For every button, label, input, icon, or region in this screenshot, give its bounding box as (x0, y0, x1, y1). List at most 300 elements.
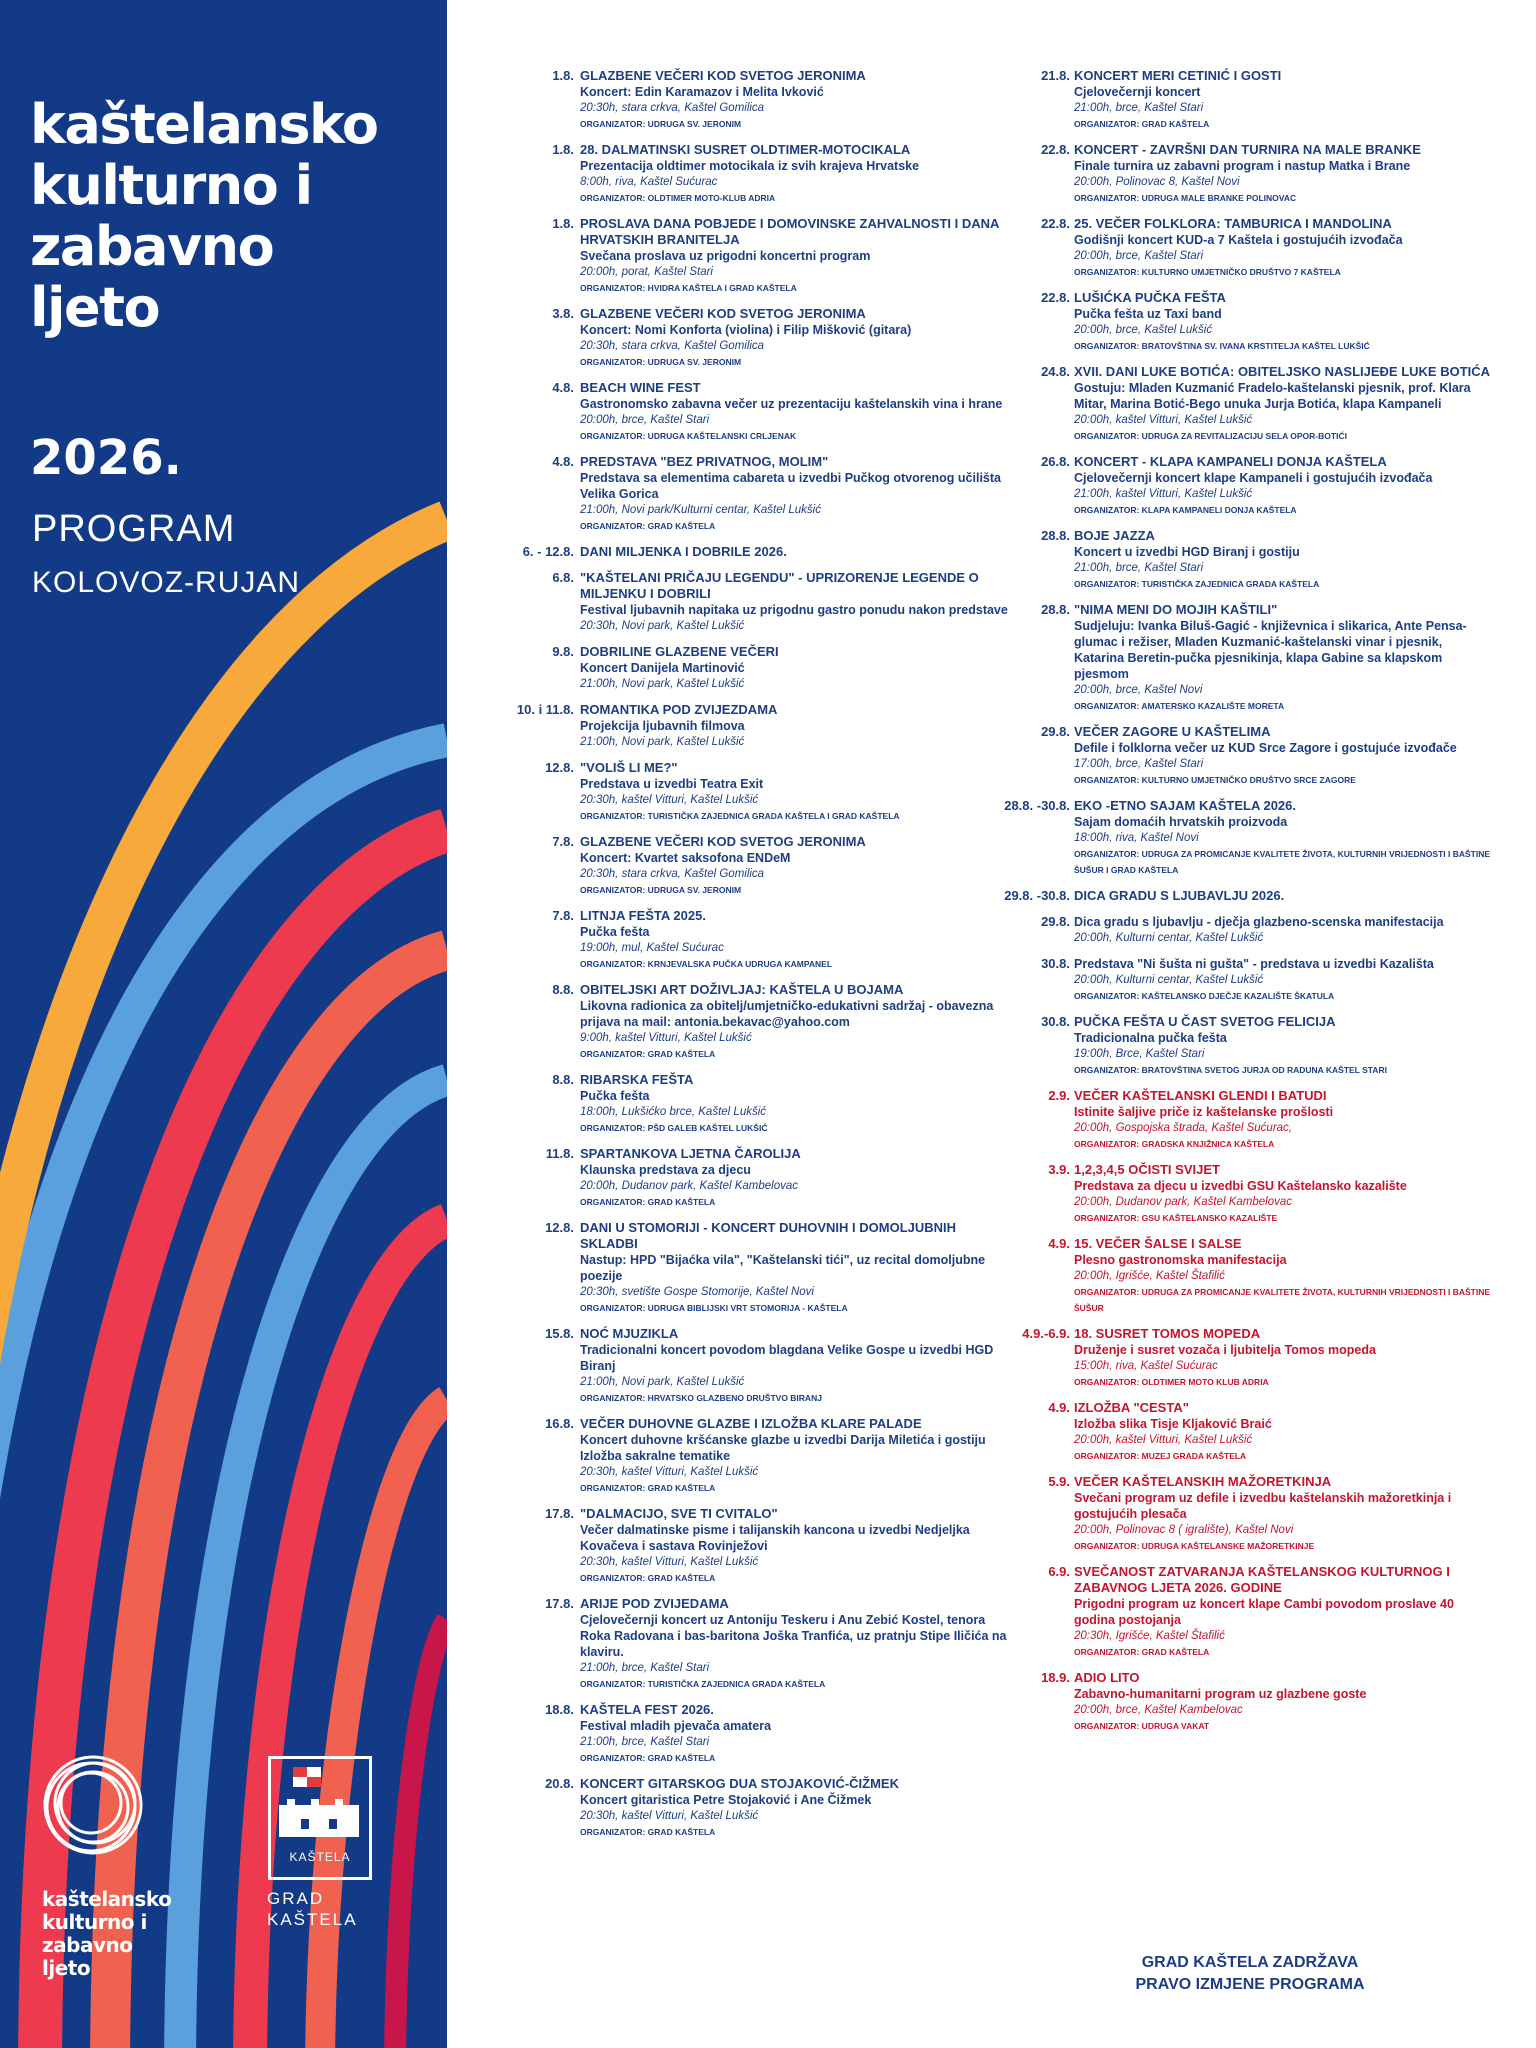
event-time-location: 20:30h, kaštel Vitturi, Kaštel Lukšić (580, 1466, 759, 1478)
event-details (580, 1146, 1010, 1210)
event-details (580, 216, 1010, 296)
event-details (580, 760, 1010, 824)
event-organizer: ORGANIZATOR: HRVATSKO GLAZBENO DRUŠTVO BIRANJ (580, 1393, 822, 1403)
event-title: OBITELJSKI ART DOŽIVLJAJ: KAŠTELA U BOJAMA (580, 982, 904, 997)
event-organizer: ORGANIZATOR: GRAD KAŠTELA (580, 521, 716, 531)
event-time-location: 20:00h, kaštel Vitturi, Kaštel Lukšić (1074, 414, 1253, 426)
event-time-location: 20:00h, brce, Kaštel Stari (580, 414, 710, 426)
event-title: 18. SUSRET TOMOS MOPEDA (1074, 1326, 1261, 1341)
event-organizer: ORGANIZATOR: GRAD KAŠTELA (580, 1573, 716, 1583)
event-description: Dica gradu s ljubavlju - dječja glazbeno-scenska manifestacija (1074, 915, 1444, 929)
event-description: Koncert Danijela Martinović (580, 661, 745, 675)
event-organizer: ORGANIZATOR: UDRUGA SV. JERONIM (580, 885, 742, 895)
event-item (510, 908, 1000, 972)
event-details (1074, 454, 1494, 518)
event-time-location: 21:00h, Novi park, Kaštel Lukšić (580, 1376, 745, 1388)
event-time-location: 20:30h, svetište Gospe Stomorije, Kaštel Novi (580, 1286, 814, 1298)
event-details (1074, 1400, 1494, 1464)
disclaimer-line: GRAD KAŠTELA ZADRŽAVA (1141, 1954, 1359, 1971)
event-item (510, 1776, 1000, 1840)
event-details (580, 644, 1010, 692)
event-description: Sudjeluju: Ivanka Biluš-Gagić - književnica i slikarica, Ante Pensa-glumac i režiser, Mladen Kuzmanić-kaštelanski vinar i pjesnik, Katarina Beretin-pučka pjesnikinja, klapa Gabine sa klapskom pjesmom (1074, 619, 1467, 681)
city-line: KAŠTELA (267, 1910, 358, 1930)
event-organizer: ORGANIZATOR: OLDTIMER MOTO-KLUB ADRIA (580, 193, 776, 203)
event-item (1000, 1474, 1496, 1554)
event-organizer: ORGANIZATOR: UDRUGA ZA PROMICANJE KVALITETE ŽIVOTA, KULTURNIH VRIJEDNOSTI I BAŠTINE ŠUŠUR I GRAD KAŠTELA (1074, 849, 1491, 875)
event-date: 17.8. (545, 1506, 574, 1521)
event-time-location: 20:30h, kaštel Vitturi, Kaštel Lukšić (580, 1556, 759, 1568)
event-date: 28.8. (1041, 528, 1070, 543)
event-title: 25. VEČER FOLKLORA: TAMBURICA I MANDOLINA (1074, 216, 1392, 231)
event-details (1074, 1014, 1494, 1078)
event-time-location: 20:00h, Gospojska štrada, Kaštel Sućurac, (1074, 1122, 1292, 1134)
event-title: "DALMACIJO, SVE TI CVITALO" (580, 1506, 778, 1521)
event-time-location: 20:00h, brce, Kaštel Lukšić (1074, 324, 1213, 336)
event-details (1074, 68, 1494, 132)
event-time-location: 15:00h, riva, Kaštel Sućurac (1074, 1360, 1218, 1372)
event-date: 2.9. (1048, 1088, 1070, 1103)
event-organizer: ORGANIZATOR: TURISTIČKA ZAJEDNICA GRADA KAŠTELA (1074, 579, 1320, 589)
event-details (1074, 888, 1494, 904)
event-item (510, 702, 1000, 750)
event-date: 8.8. (552, 1072, 574, 1087)
event-organizer: ORGANIZATOR: AMATERSKO KAZALIŠTE MORETA (1074, 701, 1285, 711)
event-item (510, 1416, 1000, 1496)
event-date: 3.8. (552, 306, 574, 321)
event-details (1074, 1564, 1494, 1660)
heading-line: ljeto (30, 276, 160, 340)
event-date: 4.9.-6.9. (1022, 1326, 1070, 1341)
event-details (580, 454, 1010, 534)
event-organizer: ORGANIZATOR: GRAD KAŠTELA (580, 1753, 716, 1763)
event-item (510, 834, 1000, 898)
event-description: Gostuju: Mladen Kuzmanić Fradelo-kaštelanski pjesnik, prof. Klara Mitar, Marina Botić-Bego unuka Jurja Botića, klapa Kampaneli (1074, 381, 1471, 411)
event-item (1000, 798, 1496, 878)
event-title: XVII. DANI LUKE BOTIĆA: OBITELJSKO NASLIJEĐE LUKE BOTIĆA (1074, 364, 1491, 379)
event-date: 30.8. (1041, 1014, 1070, 1029)
event-organizer: ORGANIZATOR: KLAPA KAMPANELI DONJA KAŠTELA (1074, 505, 1297, 515)
event-details (580, 306, 1010, 370)
event-time-location: 18:00h, Lukšićko brce, Kaštel Lukšić (580, 1106, 767, 1118)
event-date: 1.8. (552, 216, 574, 231)
event-time-location: 20:00h, kaštel Vitturi, Kaštel Lukšić (1074, 1434, 1253, 1446)
event-item (510, 1326, 1000, 1406)
event-item (1000, 454, 1496, 518)
event-title: "NIMA MENI DO MOJIH KAŠTILI" (1074, 602, 1278, 617)
event-date: 3.9. (1048, 1162, 1070, 1177)
event-date: 29.8. -30.8. (1004, 888, 1070, 903)
program-disclaimer (1060, 1952, 1440, 1996)
event-description: Pučka fešta (580, 1089, 650, 1103)
event-title: 1,2,3,4,5 OČISTI SVIJET (1074, 1162, 1220, 1177)
event-time-location: 20:00h, brce, Kaštel Stari (1074, 250, 1204, 262)
city-line: GRAD (267, 1889, 325, 1908)
scribble-circle-logo (38, 1750, 148, 1860)
event-details (580, 380, 1010, 444)
event-details (1074, 1326, 1494, 1390)
event-item (1000, 216, 1496, 280)
event-date: 12.8. (545, 760, 574, 775)
event-details (1074, 290, 1494, 354)
event-date: 7.8. (552, 908, 574, 923)
event-item (1000, 290, 1496, 354)
event-date: 12.8. (545, 1220, 574, 1235)
event-time-location: 21:00h, brce, Kaštel Stari (580, 1662, 710, 1674)
event-organizer: ORGANIZATOR: UDRUGA MALE BRANKE POLINOVAC (1074, 193, 1297, 203)
event-date: 4.9. (1048, 1400, 1070, 1415)
event-description: Predstava za djecu u izvedbi GSU Kaštelansko kazalište (1074, 1179, 1407, 1193)
event-item (510, 380, 1003, 444)
event-details (580, 1326, 1010, 1406)
event-date: 18.8. (545, 1702, 574, 1717)
event-organizer: ORGANIZATOR: UDRUGA KAŠTELANSKE MAŽORETKINJE (1074, 1541, 1315, 1551)
event-title: DOBRILINE GLAZBENE VEČERI (580, 644, 779, 659)
event-time-location: 20:00h, Polinovac 8 ( igralište), Kaštel Novi (1074, 1524, 1294, 1536)
event-details (580, 68, 1010, 132)
city-logo-label: KAŠTELA (289, 1850, 351, 1864)
festival-heading (30, 94, 440, 338)
event-date: 4.8. (552, 380, 574, 395)
event-title: KONCERT - KLAPA KAMPANELI DONJA KAŠTELA (1074, 454, 1387, 469)
event-title: VEČER KAŠTELANSKIH MAŽORETKINJA (1074, 1474, 1332, 1489)
event-date: 22.8. (1041, 290, 1070, 305)
event-time-location: 20:30h, stara crkva, Kaštel Gomilica (580, 340, 765, 352)
event-item (510, 454, 1000, 534)
event-details (1074, 1236, 1494, 1316)
event-details (580, 834, 1010, 898)
event-details (580, 908, 1010, 972)
event-date: 29.8. (1041, 914, 1070, 929)
events-column-right (1000, 68, 1496, 1744)
event-item (1000, 956, 1496, 1004)
event-details (1074, 216, 1494, 280)
event-date: 4.8. (552, 454, 574, 469)
event-details (580, 1702, 1010, 1766)
event-title: LITNJA FEŠTA 2025. (580, 908, 706, 923)
event-item (1000, 68, 1496, 132)
event-date: 21.8. (1041, 68, 1070, 83)
event-organizer: ORGANIZATOR: GSU KAŠTELANSKO KAZALIŠTE (1074, 1213, 1278, 1223)
event-description: Prezentacija oldtimer motocikala iz svih krajeva Hrvatske (580, 159, 920, 173)
event-organizer: ORGANIZATOR: PŠD GALEB KAŠTEL LUKŠIĆ (580, 1123, 768, 1133)
event-item (1000, 1162, 1496, 1226)
event-item (1000, 888, 1496, 904)
festival-logo-text (42, 1888, 171, 1980)
event-date: 18.9. (1041, 1670, 1070, 1685)
event-organizer: ORGANIZATOR: UDRUGA BIBLIJSKI VRT STOMORIJA - KAŠTELA (580, 1303, 848, 1313)
event-date: 10. i 11.8. (516, 702, 574, 717)
event-time-location: 20:00h, Dudanov park, Kaštel Kambelovac (1074, 1196, 1292, 1208)
event-item (1000, 1014, 1496, 1078)
event-description: Defile i folklorna večer uz KUD Srce Zagore i gostujuće izvođače (1074, 741, 1457, 755)
event-title: KONCERT - ZAVRŠNI DAN TURNIRA NA MALE BRANKE (1074, 142, 1421, 157)
event-item (510, 68, 1000, 132)
event-description: Koncert u izvedbi HGD Biranj i gostiju (1074, 545, 1300, 559)
event-title: ROMANTIKA POD ZVIJEZDAMA (580, 702, 778, 717)
event-details (1074, 1474, 1494, 1554)
event-item (510, 544, 1000, 560)
event-description: Nastup: HPD "Bijaćka vila", "Kaštelanski tići", uz recital domoljubne poezije (580, 1253, 986, 1283)
event-description: Godišnji koncert KUD-a 7 Kaštela i gostujućih izvođača (1074, 233, 1403, 247)
event-description: Pučka fešta uz Taxi band (1074, 307, 1222, 321)
event-details (1074, 364, 1494, 444)
event-item (510, 644, 1000, 692)
event-date: 28.8. (1041, 602, 1070, 617)
event-organizer: ORGANIZATOR: HVIDRA KAŠTELA I GRAD KAŠTELA (580, 283, 797, 293)
logo-line: ljeto (42, 1956, 91, 1980)
event-date: 6.9. (1048, 1564, 1070, 1579)
logo-line: zabavno (42, 1933, 133, 1957)
event-description: Cjelovečernji koncert uz Antoniju Teskeru i Anu Zebić Kostel, tenora Roka Radovana i bas-baritona Joška Tranfića, uz pratnju Stipe Iličića na klaviru. (580, 1613, 1007, 1659)
event-description: Sajam domaćih hrvatskih proizvoda (1074, 815, 1288, 829)
event-description: Likovna radionica za obitelj/umjetničko-edukativni sadržaj - obavezna prijava na mail: antonia.bekavac@yahoo.com (580, 999, 994, 1029)
event-title: "KAŠTELANI PRIČAJU LEGENDU" - UPRIZORENJE LEGENDE O MILJENKU I DOBRILI (580, 570, 979, 601)
event-details (1074, 798, 1494, 878)
event-time-location: 20:00h, Polinovac 8, Kaštel Novi (1074, 176, 1240, 188)
event-item (510, 142, 1000, 206)
arc-magenta (395, 1620, 447, 2048)
event-item (510, 760, 1000, 824)
event-item (510, 1506, 1000, 1586)
event-title: SVEČANOST ZATVARANJA KAŠTELANSKOG KULTURNOG I ZABAVNOG LJETA 2026. GODINE (1074, 1564, 1450, 1595)
event-item (1000, 914, 1496, 946)
event-description: Gastronomsko zabavna večer uz prezentaciju kaštelanskih vina i hrane (580, 397, 1003, 411)
event-date: 22.8. (1041, 142, 1070, 157)
event-details (580, 1072, 1010, 1136)
event-details (580, 702, 1010, 750)
event-date: 8.8. (552, 982, 574, 997)
event-description: Koncert duhovne kršćanske glazbe u izvedbi Darija Miletića i gostiju Izložba sakralne tematike (580, 1433, 986, 1463)
event-date: 15.8. (545, 1326, 574, 1341)
event-date: 30.8. (1041, 956, 1070, 971)
event-date: 24.8. (1041, 364, 1070, 379)
event-organizer: ORGANIZATOR: UDRUGA ZA PROMICANJE KVALITETE ŽIVOTA, KULTURNIH VRIJEDNOSTI I BAŠTINE ŠUŠUR (1074, 1287, 1491, 1313)
event-organizer: ORGANIZATOR: UDRUGA VAKAT (1074, 1721, 1210, 1731)
event-time-location: 21:00h, brce, Kaštel Stari (1074, 102, 1204, 114)
event-title: PROSLAVA DANA POBJEDE I DOMOVINSKE ZAHVALNOSTI I DANA HRVATSKIH BRANITELJA (580, 216, 999, 247)
event-date: 11.8. (545, 1146, 574, 1161)
event-date: 4.9. (1048, 1236, 1070, 1251)
event-organizer: ORGANIZATOR: MUZEJ GRADA KAŠTELA (1074, 1451, 1247, 1461)
heading-line: kulturno i (30, 154, 312, 218)
event-title: DANI U STOMORIJI - KONCERT DUHOVNIH I DOMOLJUBNIH SKLADBI (580, 1220, 957, 1251)
city-coat-of-arms (268, 1756, 372, 1880)
event-title: DICA GRADU S LJUBAVLJU 2026. (1074, 888, 1285, 903)
event-title: PUČKA FEŠTA U ČAST SVETOG FELICIJA (1074, 1014, 1336, 1029)
event-date: 26.8. (1041, 454, 1070, 469)
event-time-location: 21:00h, Novi park, Kaštel Lukšić (580, 678, 745, 690)
event-description: Predstava u izvedbi Teatra Exit (580, 777, 764, 791)
event-description: Plesno gastronomska manifestacija (1074, 1253, 1287, 1267)
event-organizer: ORGANIZATOR: KRNJEVALSKA PUČKA UDRUGA KAMPANEL (580, 959, 833, 969)
event-title: VEČER DUHOVNE GLAZBE I IZLOŽBA KLARE PALADE (580, 1416, 922, 1431)
event-date: 9.8. (552, 644, 574, 659)
event-time-location: 20:00h, porat, Kaštel Stari (580, 266, 713, 278)
sidebar-panel (0, 0, 447, 2048)
event-item (1000, 364, 1496, 444)
event-item (1000, 602, 1496, 714)
event-title: GLAZBENE VEČERI KOD SVETOG JERONIMA (580, 68, 866, 83)
event-details (580, 1416, 1010, 1496)
event-date: 6. - 12.8. (522, 544, 574, 559)
event-description: Pučka fešta (580, 925, 650, 939)
event-description: Festival mladih pjevača amatera (580, 1719, 772, 1733)
event-date: 1.8. (552, 68, 574, 83)
event-title: RIBARSKA FEŠTA (580, 1072, 694, 1087)
event-time-location: 21:00h, brce, Kaštel Stari (1074, 562, 1204, 574)
event-time-location: 20:00h, brce, Kaštel Kambelovac (1074, 1704, 1243, 1716)
event-title: BOJE JAZZA (1074, 528, 1155, 543)
event-title: ADIO LITO (1074, 1670, 1140, 1685)
event-time-location: 21:00h, Novi park/Kulturni centar, Kaštel Lukšić (580, 504, 821, 516)
event-organizer: ORGANIZATOR: GRAD KAŠTELA (1074, 119, 1210, 129)
event-organizer: ORGANIZATOR: BRATOVŠTINA SVETOG JURJA OD RADUNA KAŠTEL STARI (1074, 1065, 1387, 1075)
year: 2026. (30, 430, 182, 486)
event-organizer: ORGANIZATOR: GRAD KAŠTELA (1074, 1647, 1210, 1657)
event-details (1074, 914, 1494, 946)
event-description: Svečana proslava uz prigodni koncertni program (580, 249, 871, 263)
event-time-location: 20:00h, Kulturni centar, Kaštel Lukšić (1074, 932, 1264, 944)
event-details (1074, 528, 1494, 592)
event-item (510, 982, 1000, 1062)
event-title: VEČER KAŠTELANSKI GLENDI I BATUDI (1074, 1088, 1327, 1103)
event-organizer: ORGANIZATOR: TURISTIČKA ZAJEDNICA GRADA KAŠTELA I GRAD KAŠTELA (580, 811, 900, 821)
event-description: Prigodni program uz koncert klape Cambi povodom proslave 40 godina postojanja (1074, 1597, 1454, 1627)
event-details (580, 1220, 1010, 1316)
event-time-location: 20:30h, kaštel Vitturi, Kaštel Lukšić (580, 1810, 759, 1822)
event-details (580, 982, 1010, 1062)
event-organizer: ORGANIZATOR: KAŠTELANSKO DJEČJE KAZALIŠTE ŠKATULA (1074, 991, 1335, 1001)
event-time-location: 19:00h, Brce, Kaštel Stari (1074, 1048, 1205, 1060)
event-description: Koncert: Kvartet saksofona ENDeM (580, 851, 791, 865)
event-time-location: 9:00h, kaštel Vitturi, Kaštel Lukšić (580, 1032, 752, 1044)
event-title: GLAZBENE VEČERI KOD SVETOG JERONIMA (580, 306, 866, 321)
event-item (1000, 1564, 1496, 1660)
event-item (510, 1146, 1000, 1210)
event-time-location: 20:30h, Novi park, Kaštel Lukšić (580, 620, 745, 632)
event-date: 5.9. (1048, 1474, 1070, 1489)
event-description: Tradicionalni koncert povodom blagdana Velike Gospe u izvedbi HGD Biranj (580, 1343, 994, 1373)
event-description: Večer dalmatinske pisme i talijanskih kancona u izvedbi Nedjeljka Kovačeva i sastava Rovinježovi (580, 1523, 970, 1553)
event-title: IZLOŽBA "CESTA" (1074, 1400, 1189, 1415)
event-time-location: 20:30h, kaštel Vitturi, Kaštel Lukšić (580, 794, 759, 806)
event-organizer: ORGANIZATOR: GRADSKA KNJIŽNICA KAŠTELA (1074, 1139, 1275, 1149)
event-item (1000, 1088, 1496, 1152)
event-item (1000, 1670, 1496, 1734)
event-organizer: ORGANIZATOR: BRATOVŠTINA SV. IVANA KRSTITELJA KAŠTEL LUKŠIĆ (1074, 341, 1370, 351)
event-description: Festival ljubavnih napitaka uz prigodnu gastro ponudu nakon predstave (580, 603, 1008, 617)
event-title: SPARTANKOVA LJETNA ČAROLIJA (580, 1146, 801, 1161)
event-organizer: ORGANIZATOR: KULTURNO UMJETNIČKO DRUŠTVO 7 KAŠTELA (1074, 267, 1341, 277)
event-title: 15. VEČER ŠALSE I SALSE (1074, 1236, 1242, 1251)
heading-line: zabavno (30, 215, 274, 279)
event-organizer: ORGANIZATOR: GRAD KAŠTELA (580, 1827, 716, 1837)
event-item (1000, 142, 1496, 206)
event-item (510, 1220, 1000, 1316)
event-description: Izložba slika Tisje Kljaković Braić (1074, 1417, 1272, 1431)
event-date: 6.8. (552, 570, 574, 585)
event-details (580, 142, 1010, 206)
event-date: 7.8. (552, 834, 574, 849)
event-description: Zabavno-humanitarni program uz glazbene goste (1074, 1687, 1367, 1701)
event-organizer: ORGANIZATOR: GRAD KAŠTELA (580, 1049, 716, 1059)
event-description: Predstava "Ni šušta ni gušta" - predstava u izvedbi Kazališta (1074, 957, 1434, 971)
event-details (580, 1776, 1010, 1840)
event-organizer: ORGANIZATOR: OLDTIMER MOTO KLUB ADRIA (1074, 1377, 1269, 1387)
event-time-location: 20:30h, stara crkva, Kaštel Gomilica (580, 868, 765, 880)
event-description: Cjelovečernji koncert (1074, 85, 1201, 99)
event-title: 28. DALMATINSKI SUSRET OLDTIMER-MOTOCIKALA (580, 142, 911, 157)
event-title: PREDSTAVA "BEZ PRIVATNOG, MOLIM" (580, 454, 829, 469)
event-description: Druženje i susret vozača i ljubitelja Tomos mopeda (1074, 1343, 1376, 1357)
event-item (510, 1702, 1000, 1766)
event-organizer: ORGANIZATOR: UDRUGA KAŠTELANSKI CRLJENAK (580, 431, 797, 441)
event-title: LUŠIĆKA PUČKA FEŠTA (1074, 290, 1226, 305)
event-date: 17.8. (545, 1596, 574, 1611)
event-time-location: 20:00h, Dudanov park, Kaštel Kambelovac (580, 1180, 798, 1192)
logo-line: kulturno i (42, 1910, 147, 1934)
disclaimer-line: PRAVO IZMJENE PROGRAMA (1135, 1976, 1365, 1993)
event-organizer: ORGANIZATOR: GRAD KAŠTELA (580, 1197, 716, 1207)
event-date: 16.8. (545, 1416, 574, 1431)
event-details (580, 1506, 1010, 1586)
event-title: ARIJE POD ZVIJEDAMA (580, 1596, 729, 1611)
event-time-location: 20:00h, Kulturni centar, Kaštel Lukšić (1074, 974, 1264, 986)
event-organizer: ORGANIZATOR: UDRUGA SV. JERONIM (580, 119, 742, 129)
event-time-location: 19:00h, mul, Kaštel Sućurac (580, 942, 724, 954)
event-time-location: 20:00h, brce, Kaštel Novi (1074, 684, 1203, 696)
event-details (580, 544, 1010, 560)
program-label: PROGRAM (32, 508, 236, 550)
event-description: Cjelovečernji koncert klape Kampaneli i gostujućih izvođača (1074, 471, 1433, 485)
event-description: Projekcija ljubavnih filmova (580, 719, 745, 733)
city-name (267, 1888, 358, 1931)
event-organizer: ORGANIZATOR: UDRUGA SV. JERONIM (580, 357, 742, 367)
fortress-icon (271, 1759, 369, 1877)
event-organizer: ORGANIZATOR: GRAD KAŠTELA (580, 1483, 716, 1493)
event-details (1074, 956, 1494, 1004)
event-item (1000, 1326, 1496, 1390)
event-item (510, 570, 1008, 634)
event-description: Svečani program uz defile i izvedbu kaštelanskih mažoretkinja i gostujućih plesača (1074, 1491, 1452, 1521)
event-date: 28.8. -30.8. (1004, 798, 1070, 813)
event-title: GLAZBENE VEČERI KOD SVETOG JERONIMA (580, 834, 866, 849)
event-item (1000, 1400, 1496, 1464)
event-item (1000, 724, 1496, 788)
events-column-left (510, 68, 1008, 1850)
event-time-location: 20:30h, stara crkva, Kaštel Gomilica (580, 102, 765, 114)
event-organizer: ORGANIZATOR: UDRUGA ZA REVITALIZACIJU SELA OPOR-BOTIĆI (1074, 431, 1347, 441)
event-item (510, 1596, 1007, 1692)
event-details (1074, 602, 1494, 714)
event-title: DANI MILJENKA I DOBRILE 2026. (580, 544, 787, 559)
event-description: Istinite šaljive priče iz kaštelanske prošlosti (1074, 1105, 1334, 1119)
event-item (1000, 1236, 1496, 1316)
event-description: Koncert: Nomi Konforta (violina) i Filip Mišković (gitara) (580, 323, 912, 337)
event-title: KAŠTELA FEST 2026. (580, 1702, 714, 1717)
event-description: Finale turnira uz zabavni program i nastup Matka i Brane (1074, 159, 1411, 173)
event-title: BEACH WINE FEST (580, 380, 701, 395)
event-details (1074, 1670, 1494, 1734)
event-item (510, 1072, 1000, 1136)
event-time-location: 18:00h, riva, Kaštel Novi (1074, 832, 1199, 844)
event-time-location: 8:00h, riva, Kaštel Sućurac (580, 176, 718, 188)
event-description: Koncert gitaristica Petre Stojaković i Ane Čižmek (580, 1793, 872, 1807)
heading-line: kaštelansko (30, 93, 378, 156)
event-description: Klaunska predstava za djecu (580, 1163, 751, 1177)
event-organizer: ORGANIZATOR: TURISTIČKA ZAJEDNICA GRADA KAŠTELA (580, 1679, 826, 1689)
event-date: 1.8. (552, 142, 574, 157)
